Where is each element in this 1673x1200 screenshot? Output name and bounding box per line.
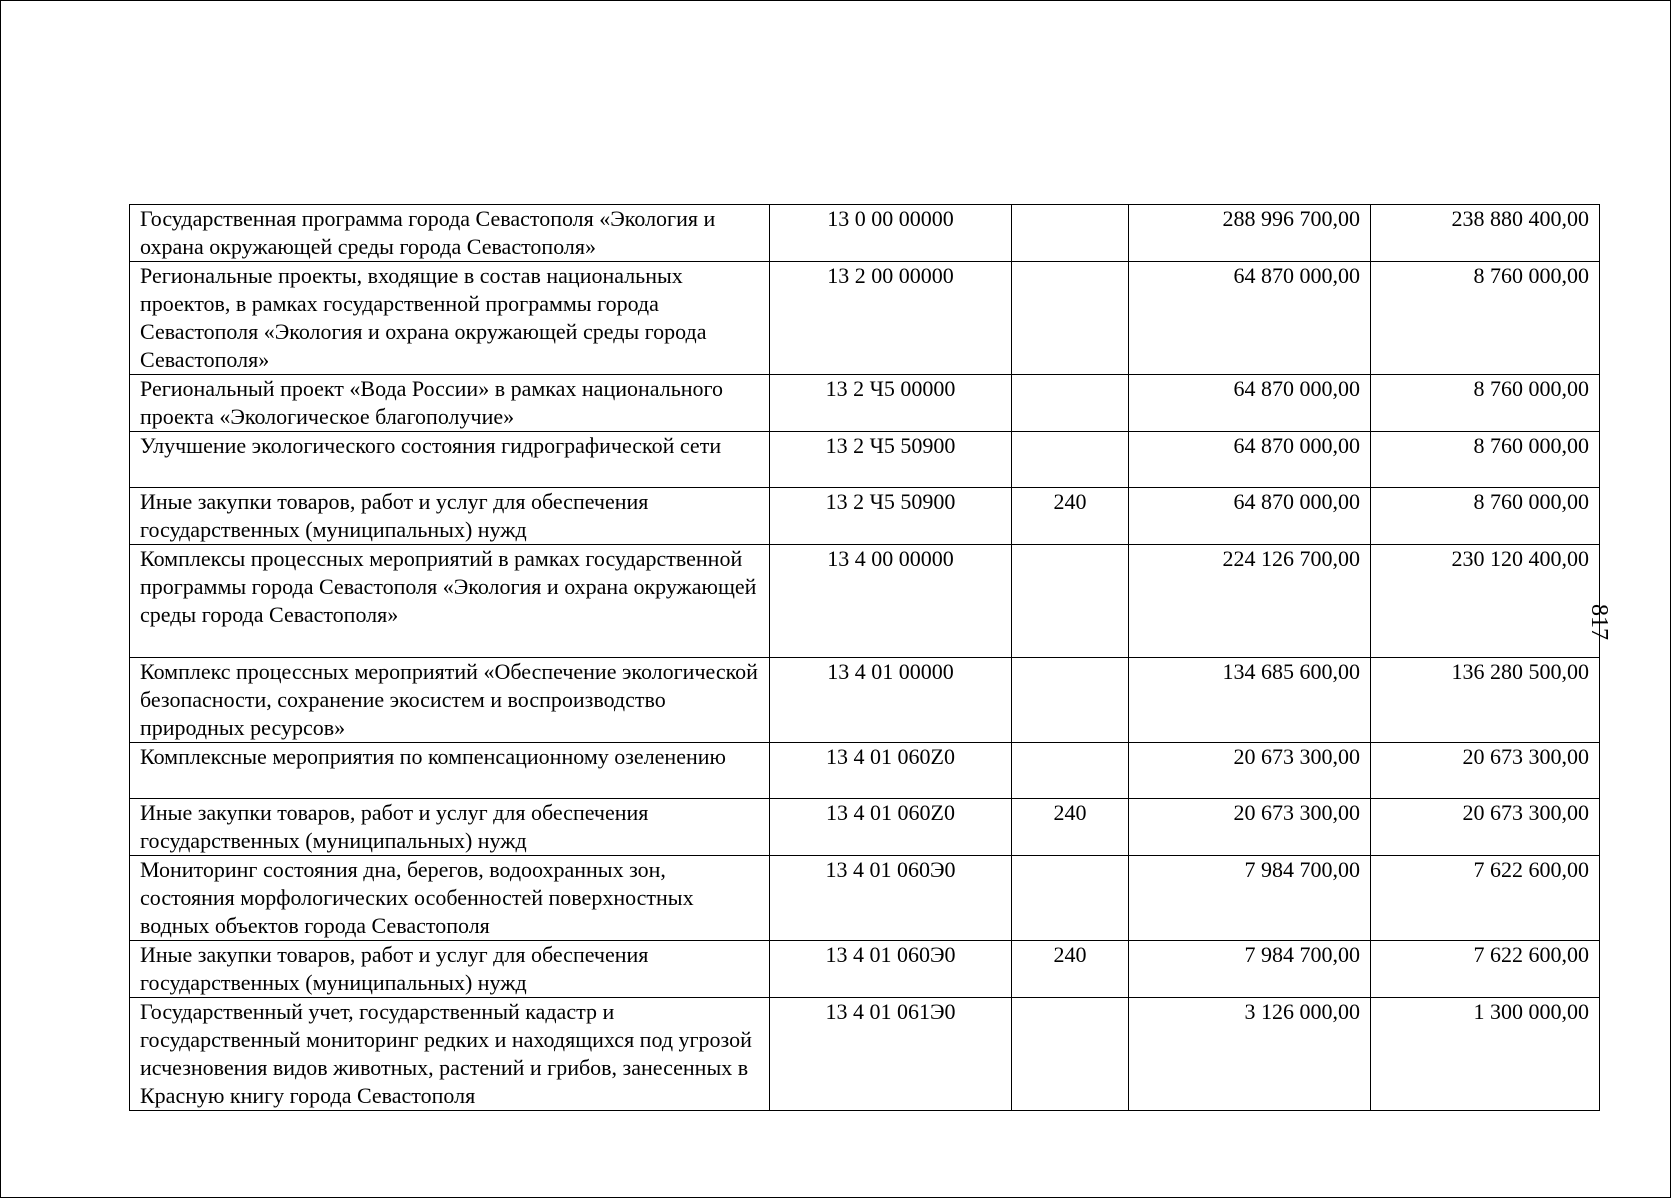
row-amount-1: 64 870 000,00 xyxy=(1129,432,1371,488)
row-amount-2: 7 622 600,00 xyxy=(1371,856,1600,941)
row-type xyxy=(1012,743,1129,799)
row-amount-2: 20 673 300,00 xyxy=(1371,743,1600,799)
row-type xyxy=(1012,545,1129,658)
row-amount-2: 136 280 500,00 xyxy=(1371,658,1600,743)
row-amount-2: 1 300 000,00 xyxy=(1371,998,1600,1111)
row-amount-2: 8 760 000,00 xyxy=(1371,262,1600,375)
table-row xyxy=(130,262,1600,375)
row-amount-2: 8 760 000,00 xyxy=(1371,375,1600,432)
row-type: 240 xyxy=(1012,488,1129,545)
row-amount-1: 3 126 000,00 xyxy=(1129,998,1371,1111)
row-code: 13 4 01 060Э0 xyxy=(770,856,1012,941)
row-amount-1: 64 870 000,00 xyxy=(1129,262,1371,375)
budget-table xyxy=(129,204,1600,1111)
row-name: Государственный учет, государственный кадастр и государственный мониторинг редких и находящихся под угрозой исчезновения видов животных, растений и грибов, занесенных в Красную книгу города Севастополя xyxy=(130,998,770,1111)
table-row xyxy=(130,432,1600,488)
row-name: Региональный проект «Вода России» в рамках национального проекта «Экологическое благополучие» xyxy=(130,375,770,432)
table-row xyxy=(130,941,1600,998)
row-code: 13 4 01 060Э0 xyxy=(770,941,1012,998)
row-code: 13 2 Ч5 00000 xyxy=(770,375,1012,432)
row-name: Улучшение экологического состояния гидрографической сети xyxy=(130,432,770,488)
table-row xyxy=(130,743,1600,799)
table-row xyxy=(130,998,1600,1111)
row-name: Иные закупки товаров, работ и услуг для обеспечения государственных (муниципальных) нужд xyxy=(130,941,770,998)
row-type: 240 xyxy=(1012,799,1129,856)
page-number: 817 xyxy=(1586,604,1612,640)
row-type xyxy=(1012,998,1129,1111)
row-name: Иные закупки товаров, работ и услуг для обеспечения государственных (муниципальных) нужд xyxy=(130,799,770,856)
row-amount-1: 20 673 300,00 xyxy=(1129,743,1371,799)
row-name: Иные закупки товаров, работ и услуг для обеспечения государственных (муниципальных) нужд xyxy=(130,488,770,545)
table-row xyxy=(130,205,1600,262)
table-row xyxy=(130,375,1600,432)
row-type xyxy=(1012,856,1129,941)
row-amount-2: 8 760 000,00 xyxy=(1371,488,1600,545)
row-name: Комплекс процессных мероприятий «Обеспечение экологической безопасности, сохранение экосистем и воспроизводство природных ресурсов» xyxy=(130,658,770,743)
row-code: 13 4 01 060Z0 xyxy=(770,743,1012,799)
row-code: 13 0 00 00000 xyxy=(770,205,1012,262)
row-type xyxy=(1012,658,1129,743)
row-name: Комплексы процессных мероприятий в рамках государственной программы города Севастополя «Экология и охрана окружающей среды города Севастополя» xyxy=(130,545,770,658)
row-amount-2: 238 880 400,00 xyxy=(1371,205,1600,262)
row-type xyxy=(1012,262,1129,375)
row-amount-2: 7 622 600,00 xyxy=(1371,941,1600,998)
row-name: Региональные проекты, входящие в состав национальных проектов, в рамках государственной программы города Севастополя «Экология и охрана окружающей среды города Севастополя» xyxy=(130,262,770,375)
row-type xyxy=(1012,432,1129,488)
row-type xyxy=(1012,205,1129,262)
row-amount-1: 20 673 300,00 xyxy=(1129,799,1371,856)
table-row xyxy=(130,545,1600,658)
row-amount-1: 288 996 700,00 xyxy=(1129,205,1371,262)
row-amount-2: 230 120 400,00 xyxy=(1371,545,1600,658)
row-amount-1: 64 870 000,00 xyxy=(1129,488,1371,545)
table-row xyxy=(130,658,1600,743)
row-type xyxy=(1012,375,1129,432)
table-row xyxy=(130,488,1600,545)
row-code: 13 2 Ч5 50900 xyxy=(770,432,1012,488)
row-amount-2: 20 673 300,00 xyxy=(1371,799,1600,856)
row-code: 13 2 Ч5 50900 xyxy=(770,488,1012,545)
row-code: 13 4 01 061Э0 xyxy=(770,998,1012,1111)
row-name: Мониторинг состояния дна, берегов, водоохранных зон, состояния морфологических особенностей поверхностных водных объектов города Севастополя xyxy=(130,856,770,941)
table-row xyxy=(130,856,1600,941)
row-amount-1: 7 984 700,00 xyxy=(1129,941,1371,998)
row-amount-1: 134 685 600,00 xyxy=(1129,658,1371,743)
row-name: Государственная программа города Севастополя «Экология и охрана окружающей среды города Севастополя» xyxy=(130,205,770,262)
row-amount-1: 224 126 700,00 xyxy=(1129,545,1371,658)
row-amount-1: 7 984 700,00 xyxy=(1129,856,1371,941)
row-amount-2: 8 760 000,00 xyxy=(1371,432,1600,488)
row-code: 13 4 01 00000 xyxy=(770,658,1012,743)
row-name: Комплексные мероприятия по компенсационному озеленению xyxy=(130,743,770,799)
row-code: 13 4 00 00000 xyxy=(770,545,1012,658)
row-code: 13 2 00 00000 xyxy=(770,262,1012,375)
row-type: 240 xyxy=(1012,941,1129,998)
row-amount-1: 64 870 000,00 xyxy=(1129,375,1371,432)
table-row xyxy=(130,799,1600,856)
row-code: 13 4 01 060Z0 xyxy=(770,799,1012,856)
